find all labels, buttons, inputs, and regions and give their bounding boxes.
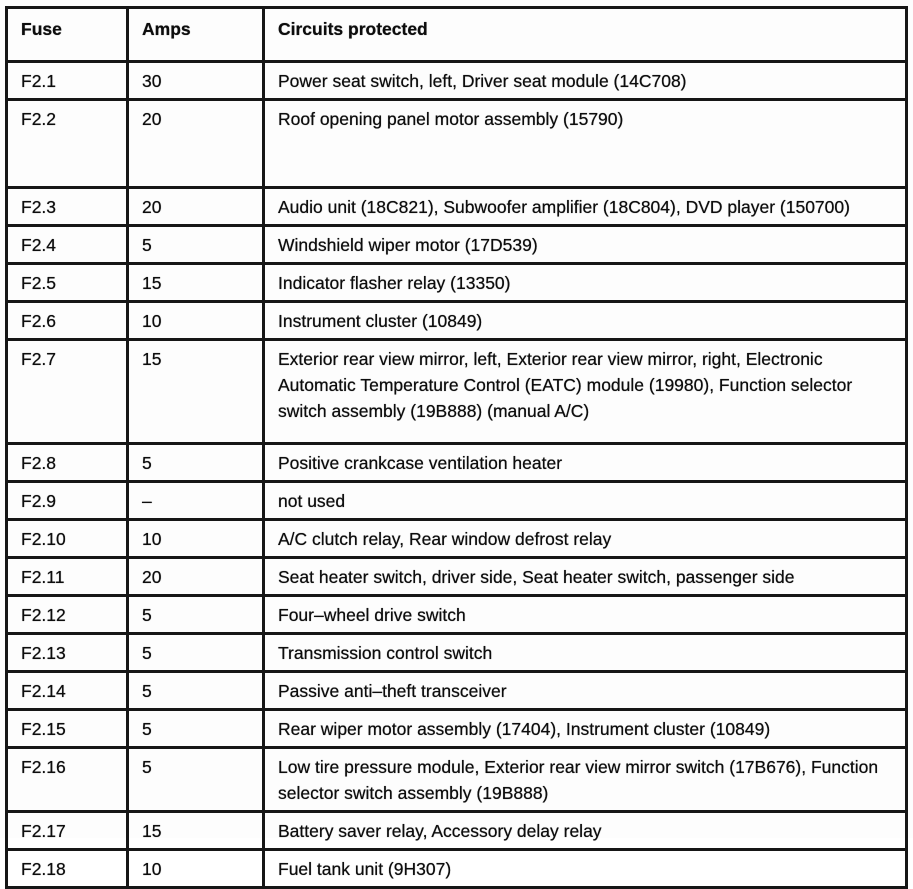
- amps-cell: 20: [128, 188, 264, 226]
- amps-cell: 15: [128, 264, 264, 302]
- fuse-cell: F2.5: [7, 264, 128, 302]
- column-header-amps: Amps: [128, 8, 264, 62]
- amps-cell: 10: [128, 302, 264, 340]
- circuits-cell: Seat heater switch, driver side, Seat heater switch, passenger side: [264, 558, 907, 596]
- amps-cell: 5: [128, 710, 264, 748]
- fuse-cell: F2.18: [7, 850, 128, 888]
- fuse-cell: F2.1: [7, 62, 128, 100]
- table-row: [7, 100, 907, 188]
- fuse-cell: F2.2: [7, 100, 128, 188]
- amps-cell: 20: [128, 100, 264, 188]
- table-row: [7, 558, 907, 596]
- header-row: [7, 8, 907, 62]
- table-row: [7, 812, 907, 850]
- table-row: [7, 520, 907, 558]
- circuits-cell: Exterior rear view mirror, left, Exterior rear view mirror, right, Electronic Automatic Temperature Control (EATC) module (19980), Function selector switch assembly (19B888) (manual A/C): [264, 340, 907, 444]
- amps-cell: 5: [128, 748, 264, 812]
- table-row: [7, 188, 907, 226]
- fuse-cell: F2.15: [7, 710, 128, 748]
- fuse-cell: F2.13: [7, 634, 128, 672]
- circuits-cell: Rear wiper motor assembly (17404), Instrument cluster (10849): [264, 710, 907, 748]
- amps-cell: 10: [128, 850, 264, 888]
- fuse-cell: F2.9: [7, 482, 128, 520]
- table-row: [7, 226, 907, 264]
- fuse-cell: F2.8: [7, 444, 128, 482]
- fuse-cell: F2.11: [7, 558, 128, 596]
- table-row: [7, 62, 907, 100]
- fuse-table-header: [7, 8, 907, 62]
- amps-cell: 5: [128, 634, 264, 672]
- circuits-cell: Windshield wiper motor (17D539): [264, 226, 907, 264]
- table-row: [7, 748, 907, 812]
- circuits-cell: Four–wheel drive switch: [264, 596, 907, 634]
- column-header-fuse: Fuse: [7, 8, 128, 62]
- table-row: [7, 850, 907, 888]
- column-header-circuits-protected: Circuits protected: [264, 8, 907, 62]
- circuits-cell: Low tire pressure module, Exterior rear view mirror switch (17B676), Function selector switch assembly (19B888): [264, 748, 907, 812]
- circuits-cell: Fuel tank unit (9H307): [264, 850, 907, 888]
- table-row: [7, 596, 907, 634]
- amps-cell: 5: [128, 672, 264, 710]
- amps-cell: 5: [128, 444, 264, 482]
- table-row: [7, 482, 907, 520]
- table-row: [7, 634, 907, 672]
- amps-cell: 5: [128, 596, 264, 634]
- table-row: [7, 302, 907, 340]
- fuse-cell: F2.12: [7, 596, 128, 634]
- fuse-cell: F2.17: [7, 812, 128, 850]
- circuits-cell: Positive crankcase ventilation heater: [264, 444, 907, 482]
- amps-cell: –: [128, 482, 264, 520]
- fuse-cell: F2.10: [7, 520, 128, 558]
- fuse-cell: F2.3: [7, 188, 128, 226]
- table-row: [7, 340, 907, 444]
- amps-cell: 10: [128, 520, 264, 558]
- circuits-cell: Indicator flasher relay (13350): [264, 264, 907, 302]
- fuse-cell: F2.7: [7, 340, 128, 444]
- circuits-cell: Transmission control switch: [264, 634, 907, 672]
- fuse-table: [5, 6, 908, 889]
- circuits-cell: A/C clutch relay, Rear window defrost relay: [264, 520, 907, 558]
- amps-cell: 20: [128, 558, 264, 596]
- table-row: [7, 710, 907, 748]
- table-row: [7, 264, 907, 302]
- circuits-cell: Passive anti–theft transceiver: [264, 672, 907, 710]
- circuits-cell: Instrument cluster (10849): [264, 302, 907, 340]
- circuits-cell: Roof opening panel motor assembly (15790): [264, 100, 907, 188]
- amps-cell: 5: [128, 226, 264, 264]
- amps-cell: 15: [128, 340, 264, 444]
- amps-cell: 15: [128, 812, 264, 850]
- fuse-cell: F2.6: [7, 302, 128, 340]
- fuse-cell: F2.16: [7, 748, 128, 812]
- table-row: [7, 672, 907, 710]
- amps-cell: 30: [128, 62, 264, 100]
- fuse-cell: F2.14: [7, 672, 128, 710]
- circuits-cell: Audio unit (18C821), Subwoofer amplifier (18C804), DVD player (150700): [264, 188, 907, 226]
- fuse-cell: F2.4: [7, 226, 128, 264]
- circuits-cell: Battery saver relay, Accessory delay relay: [264, 812, 907, 850]
- circuits-cell: Power seat switch, left, Driver seat module (14C708): [264, 62, 907, 100]
- circuits-cell: not used: [264, 482, 907, 520]
- fuse-table-body: [7, 62, 907, 888]
- table-row: [7, 444, 907, 482]
